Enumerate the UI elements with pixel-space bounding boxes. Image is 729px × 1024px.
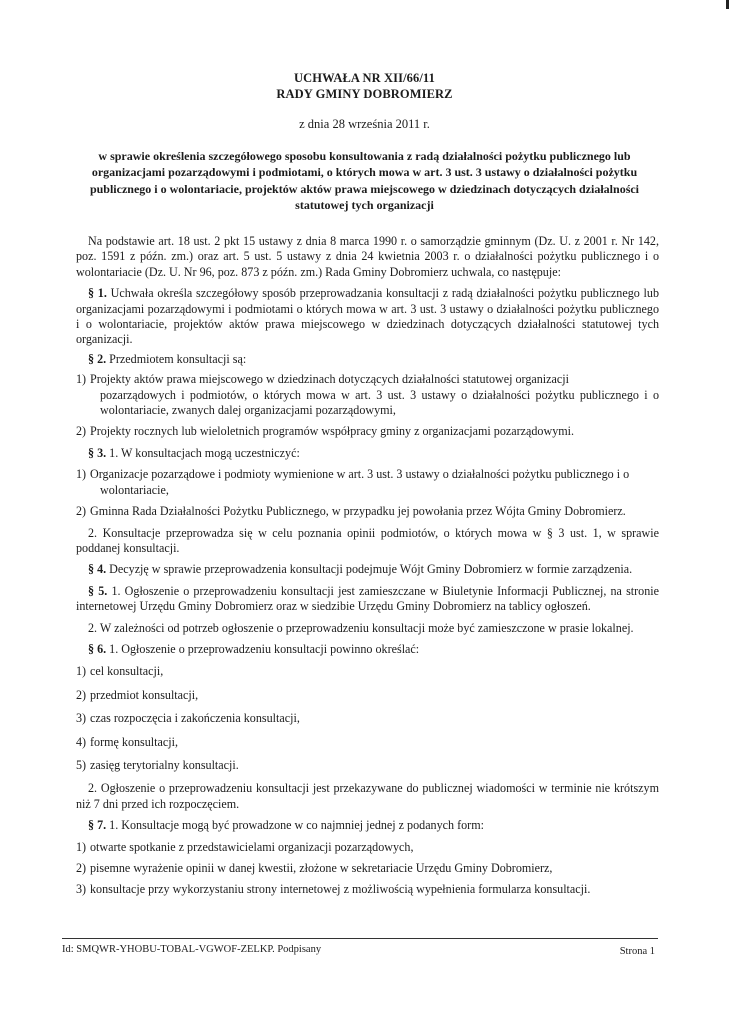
section-4-mark: § 4. [88, 562, 107, 577]
preamble: Na podstawie art. 18 ust. 2 pkt 15 ustawy z dnia 8 marca 1990 r. o samorządzie gminnym (Dz. U. z 2001 r. Nr 142, poz. 1591 z późn. zm.) oraz art. 5 ust. 5 ustawy z dnia 24 kwietnia 2003 r. o działalności pożytku publicznego i o wolontariacie (Dz. U. Nr 96, poz. 873 z późn. zm.) Rada Gminy Dobromierz uchwala, co następuje: [76, 234, 659, 279]
list-number: 2) [76, 504, 87, 519]
section-3 [76, 446, 659, 461]
list-item [76, 664, 659, 679]
section-2-mark: § 2. [88, 351, 107, 366]
list-number: 5) [76, 757, 87, 772]
list-item [76, 840, 659, 855]
section-5-paragraph-2: 2. W zależności od potrzeb ogłoszenie o przeprowadzeniu konsultacji może być zamieszczone w prasie lokalnej. [88, 620, 634, 635]
section-2 [76, 352, 659, 367]
list-text: zasięg terytorialny konsultacji. [90, 757, 239, 772]
list-number: 2) [76, 861, 87, 875]
section-6 [76, 642, 659, 657]
list-number: 1) [76, 839, 87, 854]
section-4-text: Decyzję w sprawie przeprowadzenia konsultacji podejmuje Wójt Gminy Dobromierz w formie zarządzenia. [109, 562, 633, 577]
document-date: z dnia 28 września 2011 r. [299, 117, 430, 131]
list-item [76, 882, 659, 897]
list-text: przedmiot konsultacji, [90, 687, 199, 702]
list-item [76, 758, 659, 773]
list-number: 3) [76, 882, 87, 897]
document-body [76, 234, 659, 904]
document-title [0, 70, 729, 102]
page-number: Strona 1 [619, 946, 655, 957]
list-item [76, 467, 659, 498]
list-text: Organizacje pozarządowe i podmioty wymienione w art. 3 ust. 3 ustawy o działalności pożytku publicznego i o [90, 467, 630, 482]
list-number: 1) [76, 664, 87, 679]
list-item [76, 504, 659, 519]
section-3-text: 1. W konsultacjach mogą uczestniczyć: [109, 445, 300, 460]
document-subject: w sprawie określenia szczegółowego sposobu konsultowania z radą działalności pożytku publicznego lub organizacjami pozarządowymi i podmiotami, o których mowa w art. 3 ust. 3 ustawy o działalności pożytku publicznego i o wolontariacie, projektów aktów prawa miejscowego w dziedzinach dotyczących działalności statutowej tych organizacji [89, 149, 640, 213]
list-item [76, 688, 659, 703]
section-1-text: Uchwała określa szczegółowy sposób przeprowadzania konsultacji z radą działalności pożytku publicznego lub organizacjami pozarządowymi i podmiotami o których mowa w art. 3 ust. 3 ustawy o działalności pożytku publicznego i o wolontariacie, projektów aktów prawa miejscowego w dziedzinach dotyczących działalności statutowej tych organizacji. [76, 286, 659, 347]
list-text: konsultacje przy wykorzystaniu strony internetowej z możliwością wypełnienia formularza konsultacji. [90, 882, 591, 897]
list-text: czas rozpoczęcia i zakończenia konsultacji, [90, 711, 300, 726]
section-6-text: 1. Ogłoszenie o przeprowadzeniu konsultacji powinno określać: [109, 641, 420, 656]
section-5 [76, 584, 659, 615]
section-1-mark: § 1. [88, 286, 107, 301]
list-text: Projekty rocznych lub wieloletnich programów współpracy gminy z organizacjami pozarządowymi. [90, 424, 575, 439]
list-number: 3) [76, 711, 87, 726]
section-6-mark: § 6. [88, 641, 107, 656]
list-item [76, 424, 659, 439]
section-1 [76, 286, 659, 348]
title-line-2: RADY GMINY DOBROMIERZ [276, 87, 453, 101]
list-text-continued: wolontariacie, [100, 482, 169, 497]
title-line-1: UCHWAŁA NR XII/66/11 [294, 71, 435, 85]
list-text: cel konsultacji, [90, 664, 164, 679]
list-item [76, 372, 659, 418]
section-3-mark: § 3. [88, 445, 107, 460]
list-number: 1) [76, 372, 87, 387]
section-7-text: 1. Konsultacje mogą być prowadzone w co najmniej jednej z podanych form: [109, 818, 484, 833]
document-id: Id: SMQWR-YHOBU-TOBAL-VGWOF-ZELKP. Podpisany [62, 944, 322, 955]
list-text: formę konsultacji, [90, 734, 178, 749]
list-number: 2) [76, 424, 87, 439]
section-2-text: Przedmiotem konsultacji są: [109, 351, 247, 366]
list-number: 2) [76, 687, 87, 702]
list-number: 4) [76, 734, 87, 749]
footer-divider [62, 938, 658, 939]
section-5-mark: § 5. [88, 583, 108, 598]
section-3-paragraph-2: 2. Konsultacje przeprowadza się w celu poznania opinii podmiotów, o których mowa w § 3 ust. 1, w sprawie poddanej konsultacji. [76, 525, 659, 555]
list-item [76, 711, 659, 726]
list-text: otwarte spotkanie z przedstawicielami organizacji pozarządowych, [90, 839, 414, 854]
list-number: 1) [76, 467, 87, 482]
section-4 [76, 562, 659, 577]
list-text: pisemne wyrażenie opinii w danej kwestii, złożone w sekretariacie Urzędu Gminy Dobromierz, [90, 861, 553, 875]
section-7-mark: § 7. [88, 818, 107, 833]
list-item [76, 861, 659, 876]
list-text: Gminna Rada Działalności Pożytku Publicznego, w przypadku jej powołania przez Wójta Gminy Dobromierz. [90, 504, 626, 519]
list-text: Projekty aktów prawa miejscowego w dziedzinach dotyczących działalności statutowej organizacji [90, 372, 569, 387]
section-6-paragraph-2: 2. Ogłoszenie o przeprowadzeniu konsultacji jest przekazywane do publicznej wiadomości w terminie nie krótszym niż 7 dni przed ich rozpoczęciem. [76, 781, 659, 811]
list-text-continued: pozarządowych i podmiotów, o których mowa w art. 3 ust. 3 ustawy o działalności pożytku publicznego i o wolontariacie, zwanych dalej organizacjami pozarządowymi, [100, 387, 659, 418]
section-5-text: 1. Ogłoszenie o przeprowadzeniu konsultacji jest zamieszczane w Biuletynie Informacji Publicznej, na stronie internetowej Urzędu Gminy Dobromierz oraz w siedzibie Urzędu Gminy Dobromierz na tablicy ogłoszeń. [76, 583, 659, 614]
list-item [76, 735, 659, 750]
section-7 [76, 818, 659, 833]
